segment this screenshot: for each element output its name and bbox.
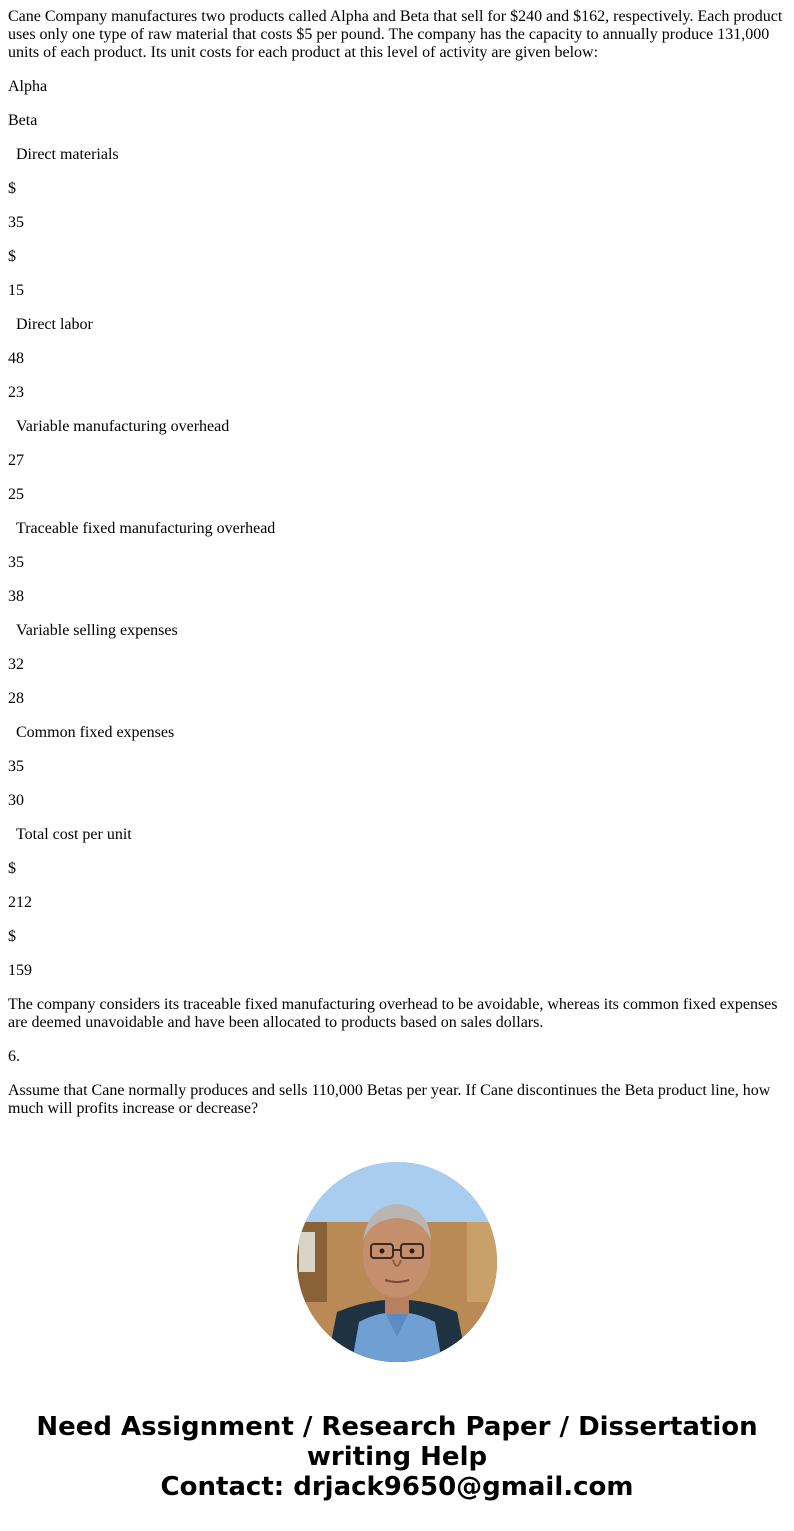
alpha-currency-symbol: $ [8,860,16,877]
row-label-total-cost-per-unit: Total cost per unit [16,826,132,843]
alpha-value: 48 [8,350,24,367]
alpha-value: 27 [8,452,24,469]
tutor-avatar [297,1162,497,1362]
beta-value: 28 [8,690,24,707]
column-header-beta: Beta [8,112,38,129]
promo-banner [0,1412,794,1502]
row-label-common-fixed-expenses: Common fixed expenses [16,724,175,741]
row-label-variable-selling-expenses: Variable selling expenses [16,622,178,639]
tutor-portrait-image [297,1162,497,1362]
row-label-variable-manufacturing-overhead: Variable manufacturing overhead [16,418,230,435]
question-text: Assume that Cane normally produces and sells 110,000 Betas per year. If Cane discontinues the Beta product line, how much will profits increase or decrease? [8,1082,771,1117]
alpha-value: 32 [8,656,24,673]
question-number: 6. [8,1048,20,1065]
beta-value: 15 [8,282,24,299]
promo-line-2: writing Help [306,1442,488,1472]
beta-currency-symbol: $ [8,248,16,265]
avatar-container [0,1162,794,1362]
promo-line-1: Need Assignment / Research Paper / Dissertation [36,1412,758,1442]
beta-value: 38 [8,588,24,605]
promo-contact: Contact: drjack9650@gmail.com [160,1472,634,1502]
alpha-value: 35 [8,214,24,231]
alpha-value: 35 [8,758,24,775]
question-document [0,8,794,1118]
beta-total-value: 159 [8,962,32,979]
row-label-traceable-fixed-manufacturing-overhead: Traceable fixed manufacturing overhead [16,520,276,537]
beta-value: 25 [8,486,24,503]
alpha-total-value: 212 [8,894,32,911]
beta-value: 30 [8,792,24,809]
note-paragraph: The company considers its traceable fixed manufacturing overhead to be avoidable, whereas its common fixed expenses are deemed unavoidable and have been allocated to products based on sales dollars. [8,996,778,1031]
column-header-alpha: Alpha [8,78,48,95]
alpha-currency-symbol: $ [8,180,16,197]
alpha-value: 35 [8,554,24,571]
row-label-direct-labor: Direct labor [16,316,93,333]
row-label-direct-materials: Direct materials [16,146,119,163]
beta-currency-symbol: $ [8,928,16,945]
intro-paragraph: Cane Company manufactures two products called Alpha and Beta that sell for $240 and $162, respectively. Each product uses only one type of raw material that costs $5 per pound. The company has the capacity to annually produce 131,000 units of each product. Its unit costs for each product at this level of activity are given below: [8,8,783,61]
beta-value: 23 [8,384,24,401]
